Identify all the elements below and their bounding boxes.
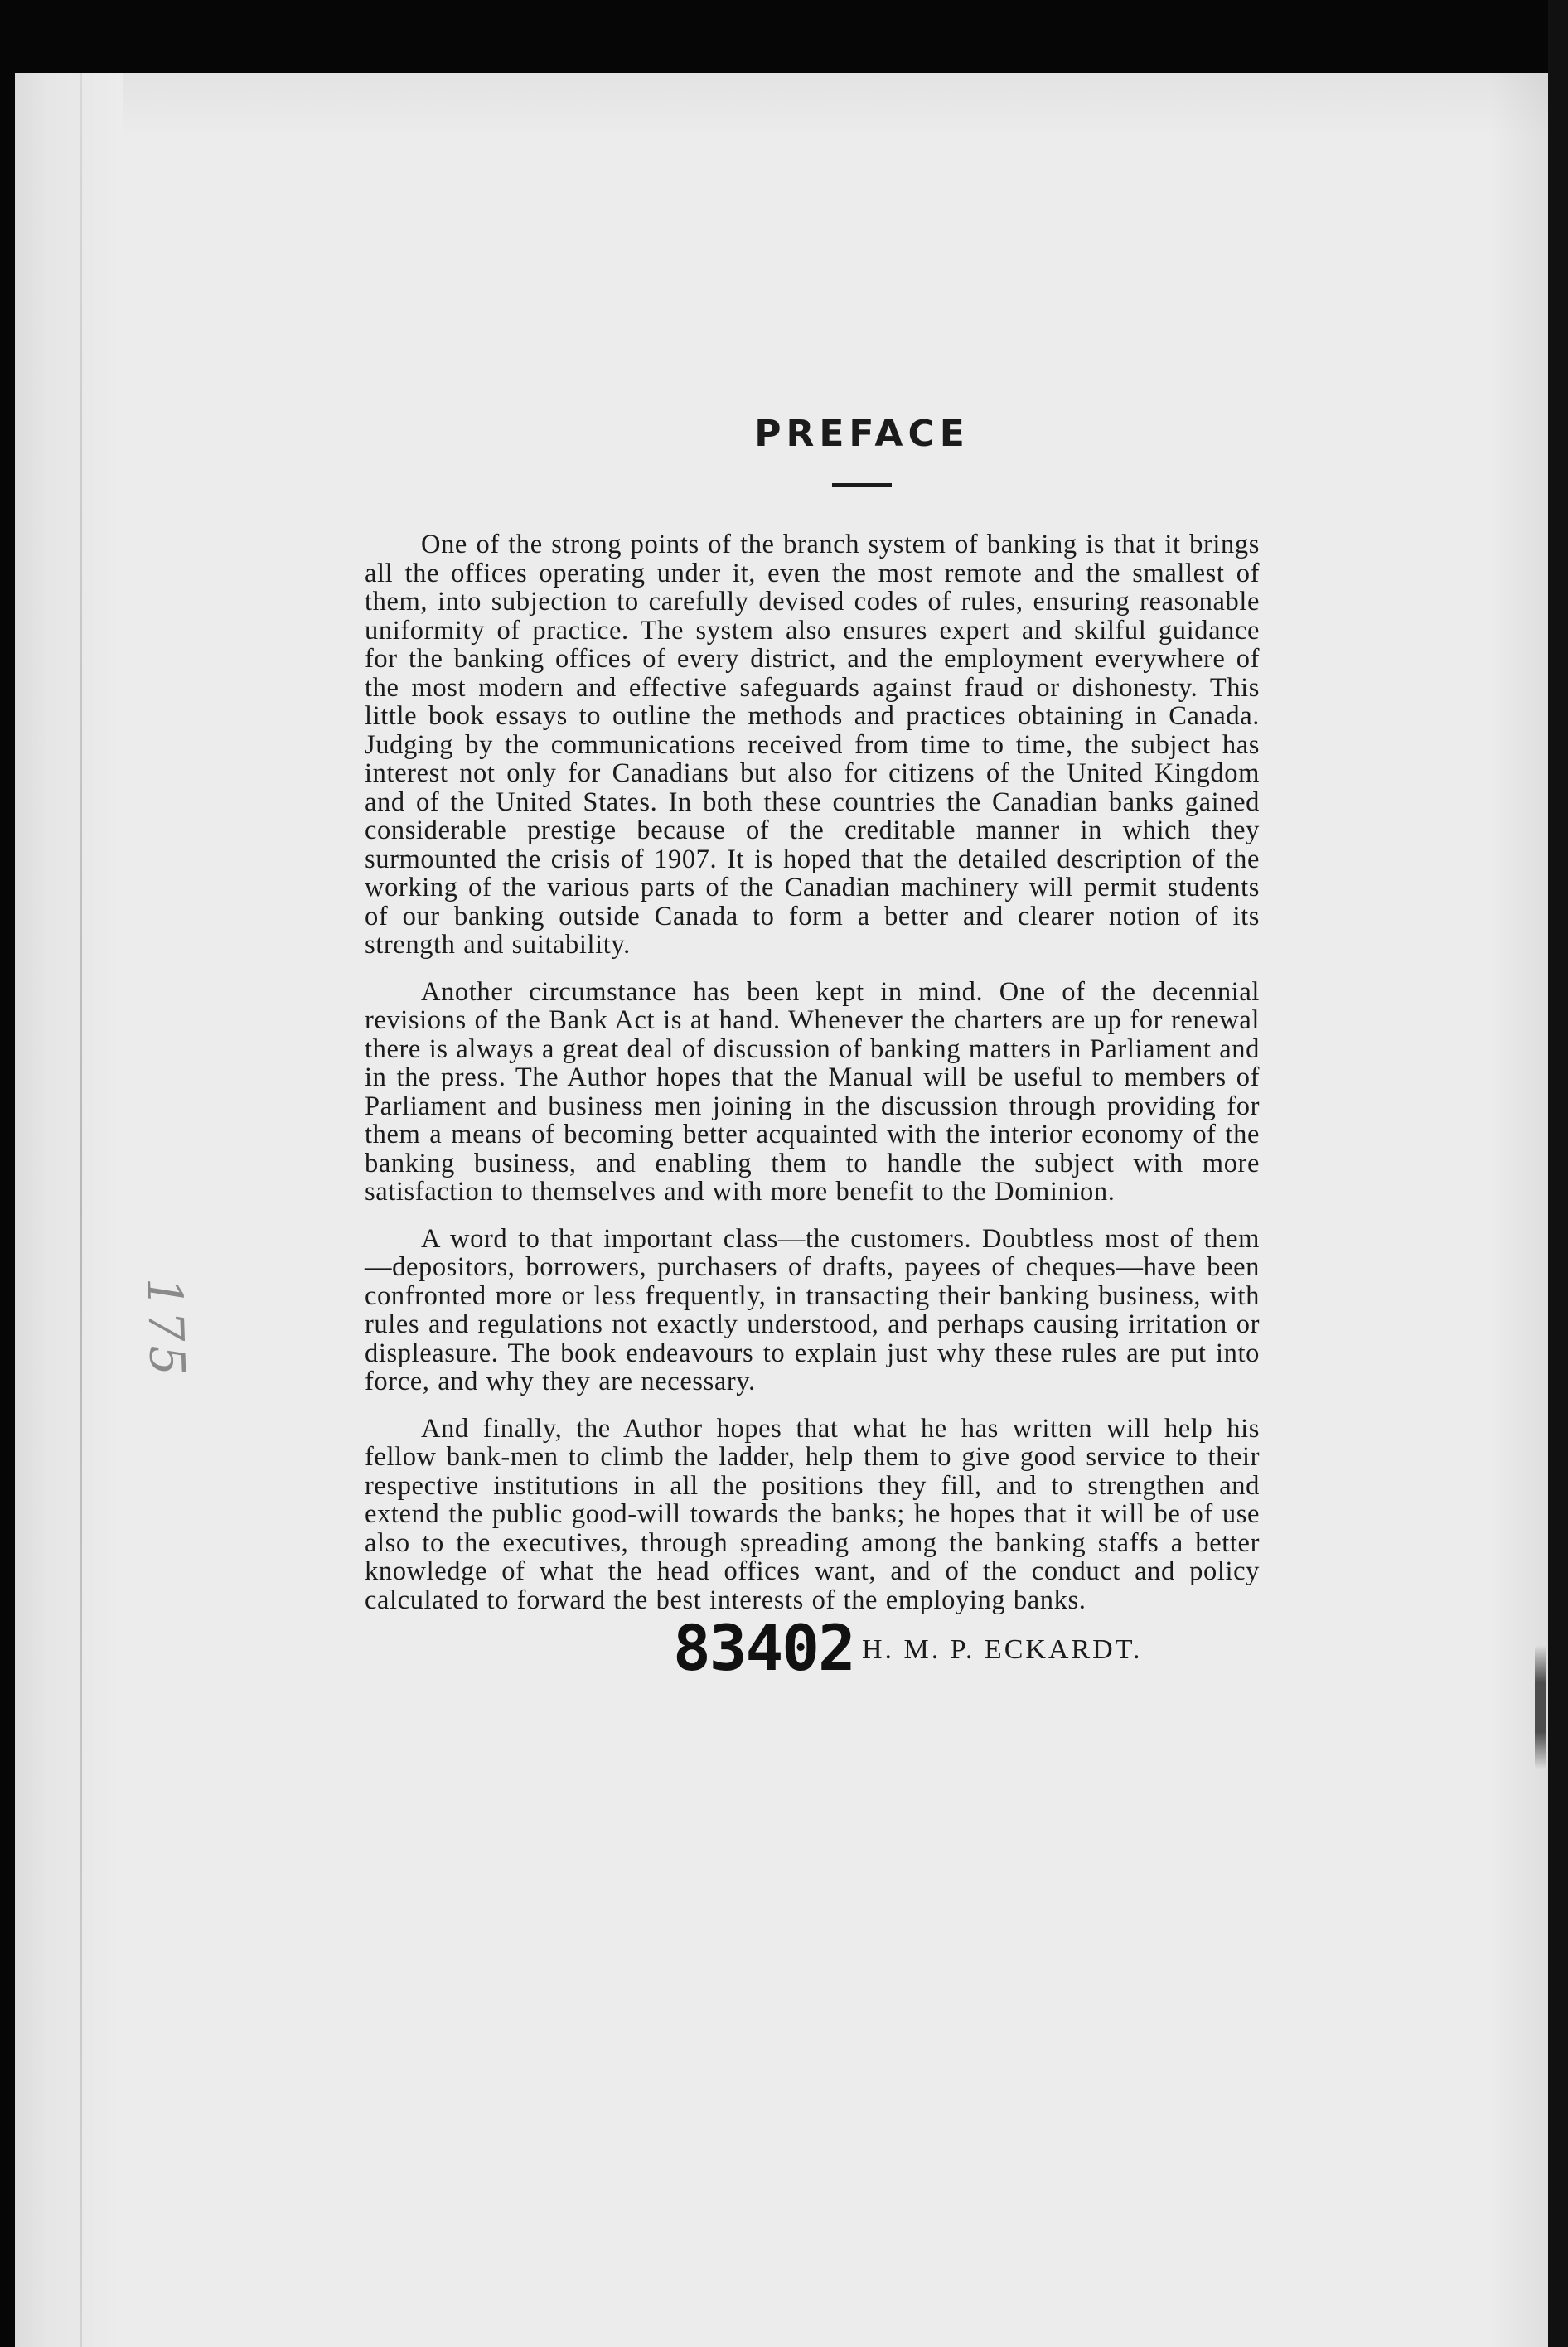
paragraph-4: And finally, the Author hopes that what he has written will help his fellow bank-men to climb the ladder, help them to give good service to their respective institutions in all the positions they fill, and to strengthen and extend the public good-will towards the banks; he hopes that it will be of use also to the executives, through spreading among the banking staffs a better knowledge of what the head offices want, and of the conduct and policy calculated to forward the best interests of the employing banks. bbox=[365, 1413, 1260, 1615]
author-signature: H. M. P. ECKARDT. bbox=[862, 1634, 1143, 1665]
title-rule bbox=[832, 483, 892, 487]
scan-border bbox=[1548, 0, 1568, 2347]
paragraph-2: Another circumstance has been kept in mind. One of the decennial revisions of the Bank Act is at hand. Whenever the charters are up for renewal there is always a great deal of discussion of banking matters in Parliament and in the press. The Author hopes that the Manual will be useful to members of Parliament and business men joining in the discussion through providing for them a means of becoming better acquainted with the interior economy of the banking business, and enabling them to handle the subject with more satisfaction to themselves and with more benefit to the Dominion. bbox=[365, 976, 1260, 1207]
margin-handwritten-note: 175 bbox=[136, 1276, 196, 1381]
paragraph-1: One of the strong points of the branch system of banking is that it brings all the offices operating under it, even the most remote and the smallest of them, into subjection to carefully devised codes of rules, ensuring reasonable uniformity of practice. The system also ensures expert and skilful guidance for the banking offices of every district, and the employment everywhere of the most modern and effective safeguards against fraud or dishonesty. This little book essays to outline the methods and practices obtaining in Canada. Judging by the communications received from time to time, the subject has interest not only for Canadians but also for citizens of the United Kingdom and of the United States. In both these countries the Canadian banks gained considerable prestige because of the creditable manner in which they surmounted the crisis of 1907. It is hoped that the detailed description of the working of the various parts of the Canadian machinery will permit students of our banking outside Canada to form a better and clearer notion of its strength and suitability. bbox=[365, 530, 1260, 960]
paragraph-3: A word to that important class—the customers. Doubtless most of them—depositors, borrowers, purchasers of drafts, payees of cheques—have been confronted more or less frequently, in transacting their banking business, with rules and regulations not exactly understood, and perhaps causing irritation or displeasure. The book endeavours to explain just why these rules are put into force, and why they are necessary. bbox=[365, 1223, 1260, 1396]
signature-row bbox=[365, 1611, 1260, 1694]
binding-shadow bbox=[15, 73, 123, 2347]
catalog-stamp-number: 83402 bbox=[673, 1611, 854, 1685]
edge-mark bbox=[1535, 1645, 1546, 1769]
preface-content bbox=[365, 396, 1260, 1694]
page-title: PREFACE bbox=[754, 413, 970, 455]
binding-crease bbox=[80, 73, 82, 2347]
